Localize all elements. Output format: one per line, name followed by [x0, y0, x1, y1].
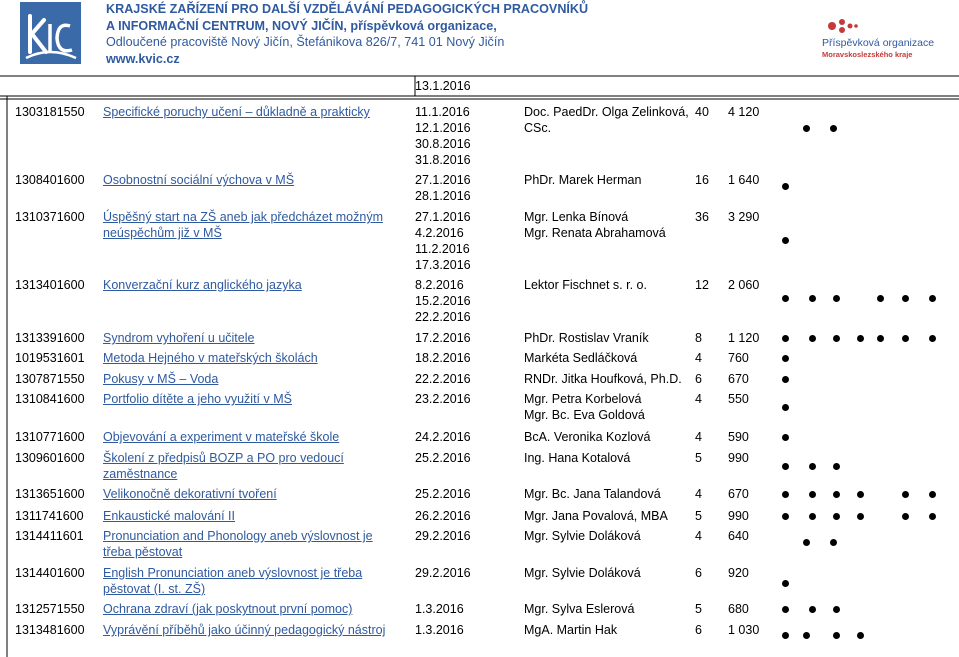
- course-dates: [415, 450, 471, 466]
- schedule-dot-icon: [809, 606, 816, 613]
- lecturer-line: Mgr. Petra Korbelová: [524, 392, 642, 406]
- course-date: 29.2.2016: [415, 566, 471, 580]
- course-code: 1310841600: [15, 392, 85, 406]
- schedule-dot-icon: [902, 513, 909, 520]
- schedule-dot-icon: [782, 355, 789, 362]
- schedule-dot-icon: [929, 491, 936, 498]
- course-price: 760: [728, 351, 749, 365]
- schedule-dot-icon: [929, 335, 936, 342]
- lecturer: [524, 622, 617, 638]
- course-date: 27.1.2016: [415, 173, 471, 187]
- course-hours: 6: [695, 623, 702, 637]
- course-code: 1303181550: [15, 105, 85, 119]
- schedule-dot-icon: [833, 632, 840, 639]
- kvic-logo: [20, 2, 81, 64]
- course-hours: 4: [695, 487, 702, 501]
- course-dates: [415, 429, 471, 445]
- lecturer-line: Mgr. Bc. Jana Talandová: [524, 487, 661, 501]
- lecturer-line: Mgr. Sylvie Doláková: [524, 529, 641, 543]
- schedule-dot-icon: [782, 491, 789, 498]
- course-code: 1313401600: [15, 278, 85, 292]
- course-hours: 5: [695, 451, 702, 465]
- course-code: 1309601600: [15, 451, 85, 465]
- lecturer-line: Lektor Fischnet s. r. o.: [524, 278, 647, 292]
- course-date: 12.1.2016: [415, 121, 471, 135]
- course-price: 2 060: [728, 278, 760, 292]
- lecturer-line: MgA. Martin Hak: [524, 623, 618, 637]
- schedule-dot-icon: [809, 513, 816, 520]
- schedule-dot-icon: [833, 606, 840, 613]
- schedule-dot-icon: [902, 335, 909, 342]
- schedule-dot-icon: [782, 237, 789, 244]
- course-dates: [415, 601, 464, 617]
- date-fragment: 13.1.2016: [415, 79, 471, 93]
- region-emblem-icon: [822, 16, 957, 36]
- lecturer: [524, 391, 645, 423]
- region-brand-logo: [822, 16, 957, 74]
- course-hours: 5: [695, 509, 702, 523]
- brand-line2: Moravskoslezského kraje: [822, 50, 913, 59]
- course-dates: [415, 350, 471, 366]
- course-name-link[interactable]: Pronunciation and Phonology aneb výslovnost je třeba pěstovat: [103, 529, 373, 559]
- schedule-dot-icon: [782, 580, 789, 587]
- course-name-link[interactable]: Konverzační kurz anglického jazyka: [103, 278, 302, 292]
- course-code: 1314411601: [15, 529, 84, 543]
- course-date: 15.2.2016: [415, 294, 471, 308]
- lecturer: [524, 508, 668, 524]
- course-price: 1 030: [728, 623, 760, 637]
- course-price: 640: [728, 529, 749, 543]
- lecturer-line: PhDr. Rostislav Vraník: [524, 331, 649, 345]
- course-name-link[interactable]: English Pronunciation aneb výslovnost je třeba pěstovat (I. st. ZŠ): [103, 566, 363, 596]
- course-date: 27.1.2016: [415, 210, 471, 224]
- schedule-dot-icon: [782, 632, 789, 639]
- course-date: 26.2.2016: [415, 509, 471, 523]
- schedule-dot-icon: [782, 513, 789, 520]
- lecturer-line: Mgr. Lenka Bínová: [524, 210, 629, 224]
- schedule-dot-icon: [782, 434, 789, 441]
- course-date: 11.1.2016: [415, 105, 470, 119]
- org-name-line2: A INFORMAČNÍ CENTRUM, NOVÝ JIČÍN, příspěvková organizace,: [106, 18, 497, 33]
- course-dates: [415, 508, 471, 524]
- schedule-dot-icon: [877, 295, 884, 302]
- course-date: 17.2.2016: [415, 331, 471, 345]
- schedule-dot-icon: [782, 463, 789, 470]
- lecturer: [524, 450, 630, 466]
- schedule-dot-icon: [833, 491, 840, 498]
- course-date: 24.2.2016: [415, 430, 471, 444]
- schedule-dot-icon: [830, 125, 837, 132]
- course-hours: 36: [695, 210, 709, 224]
- course-hours: 16: [695, 173, 709, 187]
- lecturer-line: Mgr. Jana Povalová, MBA: [524, 509, 668, 523]
- lecturer-line: PhDr. Marek Herman: [524, 173, 642, 187]
- course-code: 1312571550: [15, 602, 85, 616]
- schedule-dot-icon: [902, 295, 909, 302]
- lecturer: [524, 172, 641, 188]
- course-name-link[interactable]: Enkaustické malování II: [103, 509, 236, 523]
- course-price: 990: [728, 509, 749, 523]
- course-price: 670: [728, 372, 749, 386]
- org-name-line1: KRAJSKÉ ZAŘÍZENÍ PRO DALŠÍ VZDĚLÁVÁNÍ PEDAGOGICKÝCH PRACOVNÍKŮ: [106, 2, 589, 16]
- course-dates: [415, 391, 471, 407]
- course-name-link[interactable]: Metoda Hejného v mateřských školách: [103, 351, 318, 365]
- course-price: 1 120: [728, 331, 760, 345]
- course-price: 920: [728, 566, 749, 580]
- course-hours: 4: [695, 430, 702, 444]
- course-code: 1019531601: [15, 351, 85, 365]
- course-hours: 8: [695, 331, 702, 345]
- course-hours: 6: [695, 566, 702, 580]
- course-code: 1310771600: [15, 430, 85, 444]
- lecturer: [524, 528, 641, 544]
- course-hours: 40: [695, 105, 709, 119]
- brand-line1: Příspěvková organizace: [822, 37, 935, 49]
- course-dates: [415, 622, 464, 638]
- schedule-dot-icon: [803, 539, 810, 546]
- course-hours: 4: [695, 392, 702, 406]
- course-date: 18.2.2016: [415, 351, 471, 365]
- schedule-dot-icon: [782, 295, 789, 302]
- course-code: 1307871550: [15, 372, 85, 386]
- lecturer-line: Mgr. Sylva Eslerová: [524, 602, 635, 616]
- course-dates: [415, 172, 471, 204]
- schedule-dot-icon: [782, 404, 789, 411]
- course-date: 22.2.2016: [415, 310, 471, 324]
- schedule-dot-icon: [803, 632, 810, 639]
- course-hours: 4: [695, 351, 702, 365]
- schedule-dot-icon: [857, 513, 864, 520]
- page-header: [0, 0, 959, 76]
- lecturer: [524, 601, 634, 617]
- course-name-link[interactable]: Objevování a experiment v mateřské škole: [103, 430, 340, 444]
- schedule-dot-icon: [857, 632, 864, 639]
- lecturer: [524, 209, 666, 241]
- schedule-dot-icon: [929, 513, 936, 520]
- schedule-dot-icon: [803, 125, 810, 132]
- schedule-dot-icon: [782, 335, 789, 342]
- lecturer: [524, 104, 689, 136]
- course-code: 1313481600: [15, 623, 85, 637]
- course-date: 22.2.2016: [415, 372, 471, 386]
- course-dates: [415, 565, 471, 581]
- lecturer: [524, 486, 661, 502]
- lecturer: [524, 350, 637, 366]
- course-name-link[interactable]: Pokusy v MŠ – Voda: [103, 372, 219, 386]
- schedule-dot-icon: [833, 463, 840, 470]
- schedule-dot-icon: [833, 335, 840, 342]
- course-hours: 6: [695, 372, 702, 386]
- course-code: 1313391600: [15, 331, 85, 345]
- course-date: 23.2.2016: [415, 392, 471, 406]
- course-price: 590: [728, 430, 749, 444]
- lecturer-line: RNDr. Jitka Houfková, Ph.D.: [524, 372, 682, 386]
- lecturer: [524, 429, 650, 445]
- course-hours: 12: [695, 278, 709, 292]
- lecturer-line: Markéta Sedláčková: [524, 351, 638, 365]
- lecturer: [524, 277, 647, 293]
- lecturer-line: CSc.: [524, 121, 552, 135]
- course-date: 11.2.2016: [415, 242, 470, 256]
- course-dates: [415, 330, 471, 346]
- lecturer-line: Mgr. Sylvie Doláková: [524, 566, 641, 580]
- course-date: 17.3.2016: [415, 258, 471, 272]
- org-website-link[interactable]: www.kvic.cz: [106, 51, 180, 66]
- course-date: 31.8.2016: [415, 153, 471, 167]
- course-date: 30.8.2016: [415, 137, 471, 151]
- schedule-dot-icon: [877, 335, 884, 342]
- schedule-dot-icon: [929, 295, 936, 302]
- course-price: 4 120: [728, 105, 760, 119]
- schedule-dot-icon: [902, 491, 909, 498]
- course-date: 1.3.2016: [415, 602, 464, 616]
- schedule-dot-icon: [809, 335, 816, 342]
- course-name-link[interactable]: Osobnostní sociální výchova v MŠ: [103, 173, 295, 187]
- course-date: 4.2.2016: [415, 226, 464, 240]
- course-hours: 5: [695, 602, 702, 616]
- schedule-dot-icon: [782, 376, 789, 383]
- course-price: 680: [728, 602, 749, 616]
- lecturer-line: BcA. Veronika Kozlová: [524, 430, 651, 444]
- course-dates: [415, 209, 471, 273]
- course-name-link[interactable]: Ochrana zdraví (jak poskytnout první pomoc): [103, 602, 353, 616]
- course-code: 1314401600: [15, 566, 85, 580]
- course-dates: [415, 371, 471, 387]
- course-date: 28.1.2016: [415, 189, 471, 203]
- course-name-link[interactable]: Úspěšný start na ZŠ aneb jak předcházet možným neúspěchům již v MŠ: [103, 210, 383, 240]
- course-price: 670: [728, 487, 749, 501]
- lecturer-line: Mgr. Bc. Eva Goldová: [524, 408, 645, 422]
- course-name-link[interactable]: Školení z předpisů BOZP a PO pro vedoucí zaměstnance: [103, 451, 344, 481]
- schedule-dot-icon: [833, 295, 840, 302]
- course-code: 1313651600: [15, 487, 85, 501]
- course-dates: [415, 486, 471, 502]
- schedule-dot-icon: [782, 183, 789, 190]
- course-date: 1.3.2016: [415, 623, 464, 637]
- lecturer-line: Mgr. Renata Abrahamová: [524, 226, 666, 240]
- course-name-link[interactable]: Velikonočně dekorativní tvoření: [103, 487, 277, 501]
- course-name-link[interactable]: Portfolio dítěte a jeho využití v MŠ: [103, 392, 292, 406]
- schedule-dot-icon: [857, 491, 864, 498]
- course-code: 1308401600: [15, 173, 85, 187]
- organization-info: [106, 1, 588, 67]
- schedule-dot-icon: [830, 539, 837, 546]
- course-name-link[interactable]: Vyprávění příběhů jako účinný pedagogický nástroj: [103, 623, 386, 637]
- lecturer: [524, 330, 649, 346]
- schedule-dot-icon: [809, 295, 816, 302]
- course-code: 1310371600: [15, 210, 85, 224]
- course-price: 990: [728, 451, 749, 465]
- schedule-dot-icon: [809, 491, 816, 498]
- lecturer-line: Doc. PaedDr. Olga Zelinková,: [524, 105, 689, 119]
- course-dates: [415, 528, 471, 544]
- course-date: 8.2.2016: [415, 278, 464, 292]
- lecturer: [524, 371, 682, 387]
- schedule-dot-icon: [809, 463, 816, 470]
- course-price: 3 290: [728, 210, 760, 224]
- schedule-dot-icon: [857, 335, 864, 342]
- course-dates: [415, 104, 471, 168]
- lecturer-line: Ing. Hana Kotalová: [524, 451, 631, 465]
- course-code: 1311741600: [15, 509, 84, 523]
- course-price: 1 640: [728, 173, 760, 187]
- lecturer: [524, 565, 641, 581]
- course-date: 29.2.2016: [415, 529, 471, 543]
- schedule-dot-icon: [782, 606, 789, 613]
- org-address: Odloučené pracoviště Nový Jičín, Štefánikova 826/7, 741 01 Nový Jičín: [106, 35, 505, 49]
- course-date: 25.2.2016: [415, 451, 471, 465]
- course-price: 550: [728, 392, 749, 406]
- course-date: 25.2.2016: [415, 487, 471, 501]
- course-name-link[interactable]: Specifické poruchy učení – důkladně a prakticky: [103, 105, 370, 119]
- schedule-dot-icon: [833, 513, 840, 520]
- course-dates: [415, 277, 471, 325]
- course-hours: 4: [695, 529, 702, 543]
- course-name-link[interactable]: Syndrom vyhoření u učitele: [103, 331, 255, 345]
